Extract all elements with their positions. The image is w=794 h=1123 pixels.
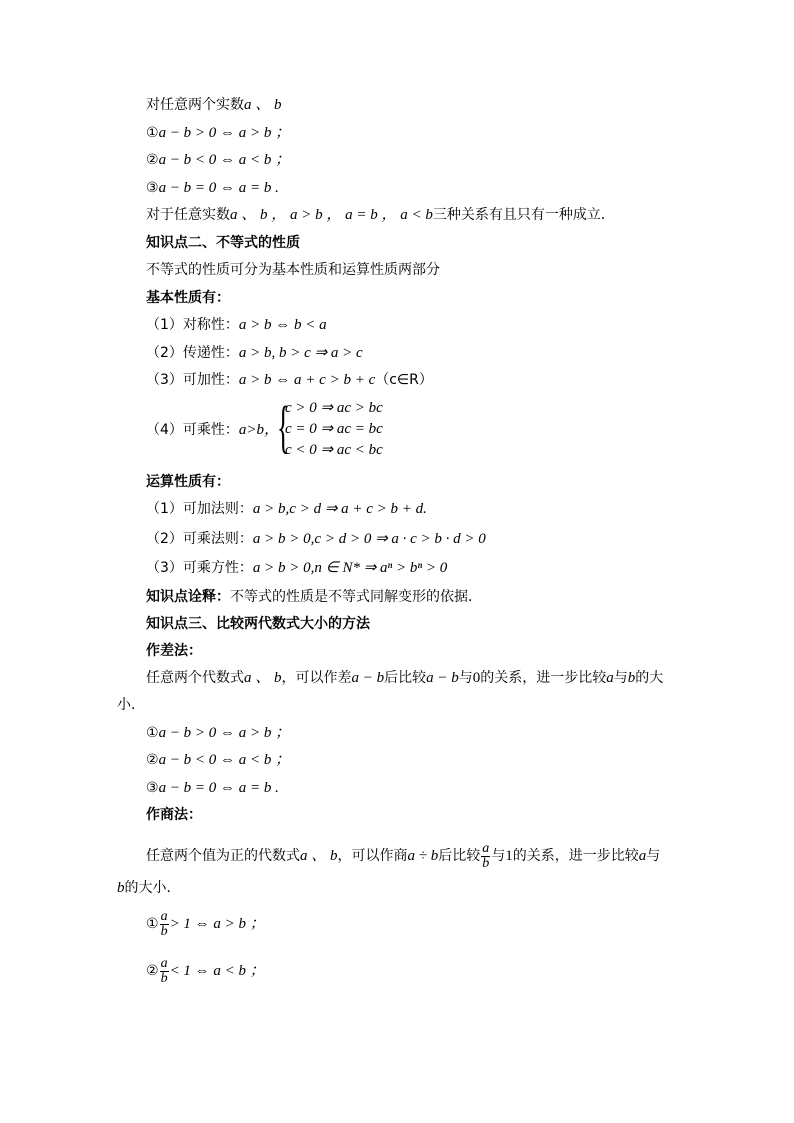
operation-properties-heading: 运算性质有： <box>146 474 230 490</box>
rule-3: ③a − b = 0 ⇔ a = b . <box>146 180 279 196</box>
quotient-method-text: 任意两个值为正的代数式a 、 b，可以作商a ÷ b后比较 $\frac{a}{b}$ 与1的关系，进一步比较a与 <box>146 840 661 871</box>
diff-rule-3: ③a − b = 0 ⇔ a = b . <box>146 780 279 796</box>
basic-properties-heading: 基本性质有： <box>146 290 230 306</box>
section-two-heading: 知识点二、不等式的性质 <box>146 235 300 251</box>
case-zero: c = 0 ⇒ ac = bc <box>285 421 383 437</box>
operation-multiply: （2）可乘法则：a > b > 0,c > d > 0 ⇒ a · c > b · d > 0 <box>146 531 486 547</box>
note-line: 知识点诠释：不等式的性质是不等式同解变形的依据． <box>146 589 482 605</box>
quot-rule-1: ① $\frac{a}{b}$ > 1 ⇔ a > b ； <box>146 908 265 939</box>
property-multiplicativity: （4）可乘性：a>b， <box>146 422 280 438</box>
rule-2: ②a − b < 0 ⇔ a < b ； <box>146 152 291 168</box>
property-symmetry: （1）对称性：a > b ⇔ b < a <box>146 317 327 333</box>
quot-rule-2: ② $\frac{a}{b}$ < 1 ⇔ a < b ； <box>146 955 265 986</box>
fraction-a-over-b: $\frac{a}{b}$ <box>160 955 168 986</box>
difference-method-text-cont: 小． <box>117 697 145 713</box>
property-transitivity: （2）传递性：a > b, b > c ⇒ a > c <box>146 345 363 361</box>
cases-brace: { <box>277 394 290 459</box>
quotient-method-heading: 作商法： <box>146 807 202 823</box>
diff-rule-1: ①a − b > 0 ⇔ a > b ； <box>146 725 291 741</box>
diff-rule-2: ②a − b < 0 ⇔ a < b ； <box>146 752 291 768</box>
operation-add: （1）可加法则：a > b,c > d ⇒ a + c > b + d. <box>146 501 427 517</box>
property-additivity: （3）可加性：a > b ⇔ a + c > b + c（c∈R） <box>146 372 433 388</box>
fraction-a-over-b: $\frac{a}{b}$ <box>160 908 168 939</box>
fraction-a-over-b: $\frac{a}{b}$ <box>482 840 490 871</box>
operation-power: （3）可乘方性：a > b > 0,n ∈ N* ⇒ aⁿ > bⁿ > 0 <box>146 560 448 576</box>
difference-method-heading: 作差法： <box>146 643 202 659</box>
case-positive: c > 0 ⇒ ac > bc <box>285 400 383 416</box>
section-three-heading: 知识点三、比较两代数式大小的方法 <box>146 616 370 632</box>
line-two-reals: 对任意两个实数a 、 b <box>146 97 282 113</box>
quotient-method-text-cont: b的大小． <box>117 880 181 896</box>
trichotomy-line: 对于任意实数a 、 b ， a > b ， a = b ， a < b三种关系有且只有一种成立． <box>146 207 615 223</box>
difference-method-text: 任意两个代数式a 、 b，可以作差a − b后比较a − b与0的关系，进一步比较a与b的大 <box>146 670 664 686</box>
rule-1: ①a − b > 0 ⇔ a > b ； <box>146 125 291 141</box>
case-negative: c < 0 ⇒ ac < bc <box>285 442 383 458</box>
properties-intro: 不等式的性质可分为基本性质和运算性质两部分 <box>146 262 440 278</box>
